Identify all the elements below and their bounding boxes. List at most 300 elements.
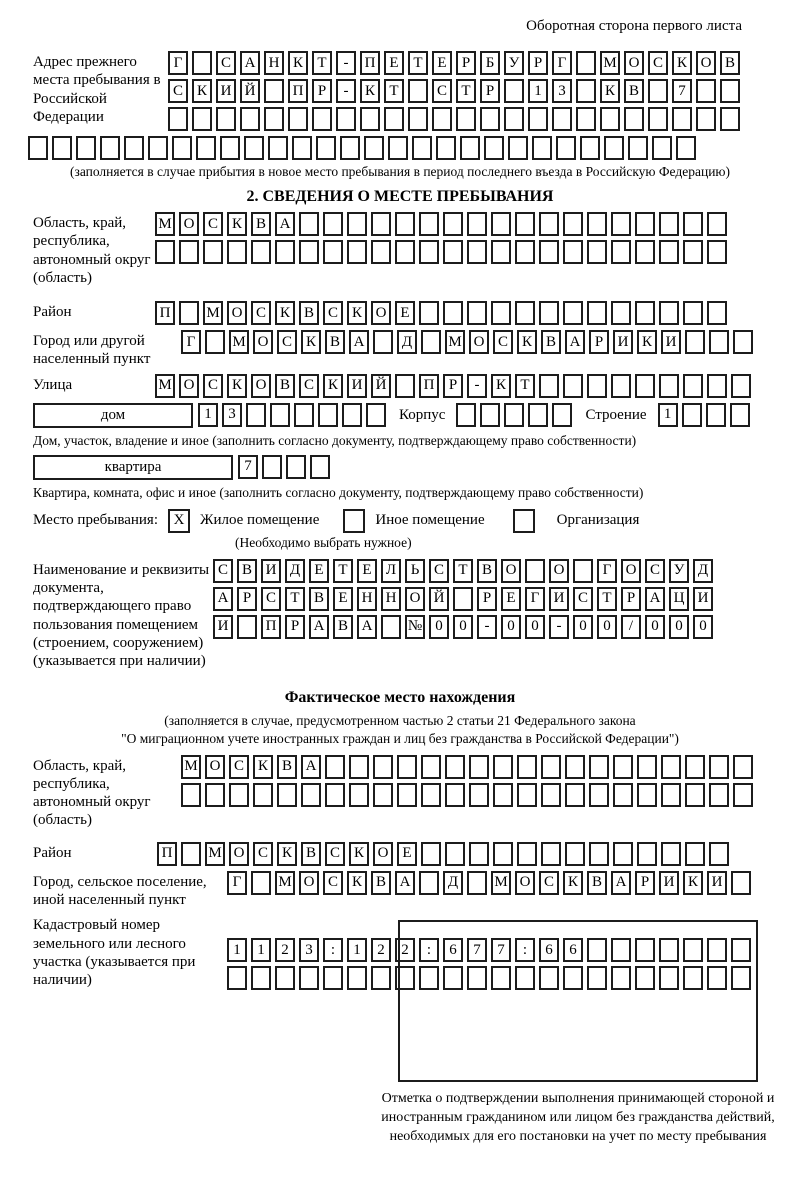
char-cell[interactable] [635,212,655,236]
char-cell[interactable]: О [373,842,393,866]
char-cell[interactable] [467,212,487,236]
char-cell[interactable]: О [371,301,391,325]
char-cell[interactable]: К [563,871,583,895]
char-cell[interactable]: К [192,79,212,103]
char-cell[interactable] [325,783,345,807]
char-cell[interactable] [696,79,716,103]
char-cell[interactable]: Т [456,79,476,103]
char-cell[interactable] [421,755,441,779]
char-cell[interactable]: К [227,374,247,398]
char-cell[interactable] [637,842,657,866]
char-cell[interactable] [628,136,648,160]
char-cell[interactable]: О [179,374,199,398]
char-cell[interactable] [613,842,633,866]
char-cell[interactable] [148,136,168,160]
char-cell[interactable]: Й [371,374,391,398]
char-cell[interactable] [52,136,72,160]
char-cell[interactable]: О [405,587,425,611]
char-cell[interactable] [637,783,657,807]
char-cell[interactable] [611,240,631,264]
char-cell[interactable]: К [637,330,657,354]
char-cell[interactable]: В [301,842,321,866]
char-cell[interactable]: № [405,615,425,639]
char-cell[interactable]: Т [408,51,428,75]
char-cell[interactable]: П [155,301,175,325]
char-cell[interactable] [203,240,223,264]
char-cell[interactable] [467,240,487,264]
char-cell[interactable]: В [275,374,295,398]
char-cell[interactable]: М [203,301,223,325]
char-cell[interactable]: С [229,755,249,779]
char-cell[interactable] [624,107,644,131]
char-cell[interactable] [408,79,428,103]
char-cell[interactable]: У [669,559,689,583]
char-cell[interactable] [360,107,380,131]
char-cell[interactable] [286,455,306,479]
char-cell[interactable]: И [693,587,713,611]
char-cell[interactable] [469,783,489,807]
char-cell[interactable] [733,783,753,807]
char-cell[interactable]: Г [597,559,617,583]
char-cell[interactable] [467,871,487,895]
char-cell[interactable] [253,783,273,807]
char-cell[interactable]: 6 [563,938,583,962]
char-cell[interactable] [709,783,729,807]
char-cell[interactable] [491,240,511,264]
char-cell[interactable]: С [493,330,513,354]
char-cell[interactable] [587,240,607,264]
char-cell[interactable] [648,107,668,131]
char-cell[interactable] [323,966,343,990]
char-cell[interactable] [480,403,500,427]
char-cell[interactable]: 7 [238,455,258,479]
char-cell[interactable] [517,755,537,779]
char-cell[interactable]: С [168,79,188,103]
char-cell[interactable]: Д [285,559,305,583]
char-cell[interactable]: П [261,615,281,639]
char-cell[interactable] [205,783,225,807]
char-cell[interactable]: О [299,871,319,895]
char-cell[interactable] [395,240,415,264]
char-cell[interactable]: М [155,212,175,236]
char-cell[interactable] [179,301,199,325]
char-cell[interactable] [573,559,593,583]
char-cell[interactable] [316,136,336,160]
char-cell[interactable] [613,755,633,779]
char-cell[interactable] [262,455,282,479]
char-cell[interactable]: Й [429,587,449,611]
char-cell[interactable] [220,136,240,160]
char-cell[interactable] [683,212,703,236]
char-cell[interactable] [419,212,439,236]
char-cell[interactable] [565,842,585,866]
char-cell[interactable] [611,301,631,325]
char-cell[interactable] [412,136,432,160]
char-cell[interactable] [216,107,236,131]
char-cell[interactable]: / [621,615,641,639]
char-cell[interactable] [371,966,391,990]
char-cell[interactable]: 1 [251,938,271,962]
char-cell[interactable]: 0 [453,615,473,639]
char-cell[interactable]: Д [693,559,713,583]
char-cell[interactable]: 7 [467,938,487,962]
char-cell[interactable]: А [565,330,585,354]
char-cell[interactable] [589,842,609,866]
char-cell[interactable] [443,240,463,264]
char-cell[interactable]: С [277,330,297,354]
char-cell[interactable] [443,301,463,325]
char-cell[interactable] [397,755,417,779]
char-cell[interactable]: И [661,330,681,354]
char-cell[interactable]: К [275,301,295,325]
char-cell[interactable] [294,403,314,427]
char-cell[interactable]: А [309,615,329,639]
char-cell[interactable]: - [549,615,569,639]
char-cell[interactable]: 2 [275,938,295,962]
char-cell[interactable]: Р [621,587,641,611]
char-cell[interactable]: Е [333,587,353,611]
char-cell[interactable]: В [251,212,271,236]
char-cell[interactable]: Ц [669,587,689,611]
char-cell[interactable] [456,107,476,131]
char-cell[interactable]: Г [181,330,201,354]
char-cell[interactable]: И [261,559,281,583]
char-cell[interactable] [192,51,212,75]
char-cell[interactable] [515,240,535,264]
char-cell[interactable] [652,136,672,160]
char-cell[interactable] [493,842,513,866]
char-cell[interactable]: В [371,871,391,895]
char-cell[interactable]: Р [312,79,332,103]
char-cell[interactable]: Р [480,79,500,103]
char-cell[interactable] [270,403,290,427]
char-cell[interactable] [685,783,705,807]
char-cell[interactable] [515,212,535,236]
char-cell[interactable]: В [333,615,353,639]
char-cell[interactable] [731,871,751,895]
char-cell[interactable]: Т [515,374,535,398]
char-cell[interactable] [277,783,297,807]
char-cell[interactable] [196,136,216,160]
char-cell[interactable] [539,301,559,325]
char-cell[interactable] [421,330,441,354]
char-cell[interactable]: К [277,842,297,866]
char-cell[interactable] [453,587,473,611]
char-cell[interactable]: О [621,559,641,583]
char-cell[interactable] [661,842,681,866]
char-cell[interactable]: А [611,871,631,895]
char-cell[interactable] [709,755,729,779]
char-cell[interactable]: В [237,559,257,583]
char-cell[interactable]: Е [357,559,377,583]
char-cell[interactable]: О [253,330,273,354]
char-cell[interactable] [635,240,655,264]
char-cell[interactable]: В [309,587,329,611]
char-cell[interactable]: 0 [573,615,593,639]
char-cell[interactable] [443,212,463,236]
char-cell[interactable] [504,79,524,103]
char-cell[interactable]: К [360,79,380,103]
char-cell[interactable] [469,755,489,779]
char-cell[interactable] [683,240,703,264]
char-cell[interactable]: Д [397,330,417,354]
char-cell[interactable] [508,136,528,160]
char-cell[interactable] [552,403,572,427]
char-cell[interactable]: К [227,212,247,236]
char-cell[interactable] [720,79,740,103]
char-cell[interactable] [292,136,312,160]
char-cell[interactable]: С [323,871,343,895]
char-cell[interactable] [28,136,48,160]
char-cell[interactable] [301,783,321,807]
char-cell[interactable] [288,107,308,131]
char-cell[interactable] [229,783,249,807]
char-cell[interactable]: С [648,51,668,75]
char-cell[interactable] [275,240,295,264]
char-cell[interactable]: М [229,330,249,354]
char-cell[interactable]: О [624,51,644,75]
char-cell[interactable] [576,79,596,103]
char-cell[interactable] [244,136,264,160]
char-cell[interactable] [227,240,247,264]
char-cell[interactable]: - [467,374,487,398]
stay-type-checkbox-zhiloe[interactable]: X [168,509,190,533]
char-cell[interactable]: Л [381,559,401,583]
char-cell[interactable]: 6 [539,938,559,962]
char-cell[interactable] [613,783,633,807]
char-cell[interactable] [648,79,668,103]
char-cell[interactable]: С [325,842,345,866]
char-cell[interactable]: О [501,559,521,583]
char-cell[interactable] [707,240,727,264]
char-cell[interactable]: К [347,871,367,895]
char-cell[interactable] [600,107,620,131]
char-cell[interactable]: Й [240,79,260,103]
char-cell[interactable]: К [349,842,369,866]
char-cell[interactable]: Т [333,559,353,583]
char-cell[interactable]: С [216,51,236,75]
char-cell[interactable] [565,755,585,779]
char-cell[interactable]: А [301,755,321,779]
char-cell[interactable] [76,136,96,160]
char-cell[interactable] [373,755,393,779]
char-cell[interactable] [384,107,404,131]
char-cell[interactable] [100,136,120,160]
char-cell[interactable] [395,212,415,236]
char-cell[interactable]: В [325,330,345,354]
char-cell[interactable]: 0 [669,615,689,639]
char-cell[interactable] [299,966,319,990]
char-cell[interactable] [659,374,679,398]
char-cell[interactable]: Н [264,51,284,75]
char-cell[interactable]: В [277,755,297,779]
char-cell[interactable] [707,301,727,325]
char-cell[interactable]: Г [168,51,188,75]
char-cell[interactable] [445,783,465,807]
char-cell[interactable] [556,136,576,160]
char-cell[interactable]: К [301,330,321,354]
char-cell[interactable]: К [323,374,343,398]
char-cell[interactable]: С [432,79,452,103]
char-cell[interactable] [517,783,537,807]
char-cell[interactable]: М [600,51,620,75]
char-cell[interactable] [659,301,679,325]
char-cell[interactable] [371,240,391,264]
char-cell[interactable] [709,842,729,866]
char-cell[interactable] [493,755,513,779]
char-cell[interactable] [347,212,367,236]
char-cell[interactable] [432,107,452,131]
char-cell[interactable] [268,136,288,160]
char-cell[interactable]: О [229,842,249,866]
char-cell[interactable]: - [336,51,356,75]
char-cell[interactable]: М [445,330,465,354]
char-cell[interactable] [532,136,552,160]
char-cell[interactable] [683,374,703,398]
char-cell[interactable]: 0 [429,615,449,639]
char-cell[interactable] [342,403,362,427]
char-cell[interactable]: О [469,330,489,354]
char-cell[interactable] [264,79,284,103]
char-cell[interactable]: С [323,301,343,325]
char-cell[interactable]: Е [397,842,417,866]
char-cell[interactable]: С [251,301,271,325]
char-cell[interactable]: О [251,374,271,398]
char-cell[interactable] [251,240,271,264]
char-cell[interactable]: Р [456,51,476,75]
char-cell[interactable] [685,755,705,779]
char-cell[interactable] [227,966,247,990]
char-cell[interactable]: Т [453,559,473,583]
char-cell[interactable]: : [323,938,343,962]
char-cell[interactable]: А [645,587,665,611]
char-cell[interactable] [685,842,705,866]
char-cell[interactable] [576,107,596,131]
char-cell[interactable] [720,107,740,131]
char-cell[interactable]: 7 [491,938,511,962]
char-cell[interactable]: С [299,374,319,398]
char-cell[interactable]: И [659,871,679,895]
char-cell[interactable] [205,330,225,354]
char-cell[interactable] [323,212,343,236]
apartment-box[interactable]: квартира [33,455,233,480]
char-cell[interactable] [696,107,716,131]
char-cell[interactable] [397,783,417,807]
char-cell[interactable]: 2 [371,938,391,962]
char-cell[interactable]: 2 [395,938,415,962]
char-cell[interactable] [310,455,330,479]
char-cell[interactable] [312,107,332,131]
char-cell[interactable]: 6 [443,938,463,962]
char-cell[interactable]: М [181,755,201,779]
char-cell[interactable] [388,136,408,160]
char-cell[interactable] [340,136,360,160]
char-cell[interactable]: О [179,212,199,236]
char-cell[interactable] [491,301,511,325]
char-cell[interactable]: К [517,330,537,354]
char-cell[interactable] [419,871,439,895]
char-cell[interactable]: С [213,559,233,583]
char-cell[interactable] [467,301,487,325]
char-cell[interactable] [730,403,750,427]
char-cell[interactable]: В [299,301,319,325]
char-cell[interactable] [395,374,415,398]
char-cell[interactable] [515,301,535,325]
char-cell[interactable] [264,107,284,131]
char-cell[interactable]: П [157,842,177,866]
char-cell[interactable]: А [213,587,233,611]
char-cell[interactable] [366,403,386,427]
char-cell[interactable]: 7 [672,79,692,103]
char-cell[interactable]: Е [395,301,415,325]
char-cell[interactable]: С [253,842,273,866]
char-cell[interactable] [580,136,600,160]
char-cell[interactable]: А [275,212,295,236]
char-cell[interactable] [251,871,271,895]
char-cell[interactable]: Р [589,330,609,354]
char-cell[interactable] [541,842,561,866]
char-cell[interactable] [491,212,511,236]
char-cell[interactable] [587,301,607,325]
char-cell[interactable]: И [216,79,236,103]
char-cell[interactable]: - [336,79,356,103]
char-cell[interactable]: Р [477,587,497,611]
char-cell[interactable] [504,403,524,427]
char-cell[interactable] [635,301,655,325]
char-cell[interactable]: С [261,587,281,611]
char-cell[interactable] [733,330,753,354]
char-cell[interactable] [661,783,681,807]
char-cell[interactable] [323,240,343,264]
char-cell[interactable]: Р [635,871,655,895]
char-cell[interactable] [299,212,319,236]
char-cell[interactable] [541,783,561,807]
char-cell[interactable] [672,107,692,131]
char-cell[interactable] [539,240,559,264]
char-cell[interactable] [707,374,727,398]
char-cell[interactable] [659,240,679,264]
char-cell[interactable]: 0 [597,615,617,639]
char-cell[interactable]: Е [501,587,521,611]
char-cell[interactable]: С [203,212,223,236]
char-cell[interactable] [336,107,356,131]
char-cell[interactable] [349,755,369,779]
char-cell[interactable] [517,842,537,866]
char-cell[interactable]: Е [384,51,404,75]
char-cell[interactable] [371,212,391,236]
char-cell[interactable] [172,136,192,160]
char-cell[interactable]: А [349,330,369,354]
char-cell[interactable] [246,403,266,427]
char-cell[interactable]: Н [357,587,377,611]
char-cell[interactable]: 0 [693,615,713,639]
stay-type-checkbox-inoe[interactable] [343,509,365,533]
char-cell[interactable]: 3 [222,403,242,427]
char-cell[interactable] [539,374,559,398]
char-cell[interactable]: Т [312,51,332,75]
char-cell[interactable] [124,136,144,160]
char-cell[interactable]: 1 [227,938,247,962]
stay-type-checkbox-org[interactable] [513,509,535,533]
char-cell[interactable]: А [357,615,377,639]
char-cell[interactable]: - [477,615,497,639]
char-cell[interactable]: В [587,871,607,895]
char-cell[interactable]: : [515,938,535,962]
char-cell[interactable] [676,136,696,160]
char-cell[interactable] [659,212,679,236]
char-cell[interactable] [419,240,439,264]
char-cell[interactable] [504,107,524,131]
